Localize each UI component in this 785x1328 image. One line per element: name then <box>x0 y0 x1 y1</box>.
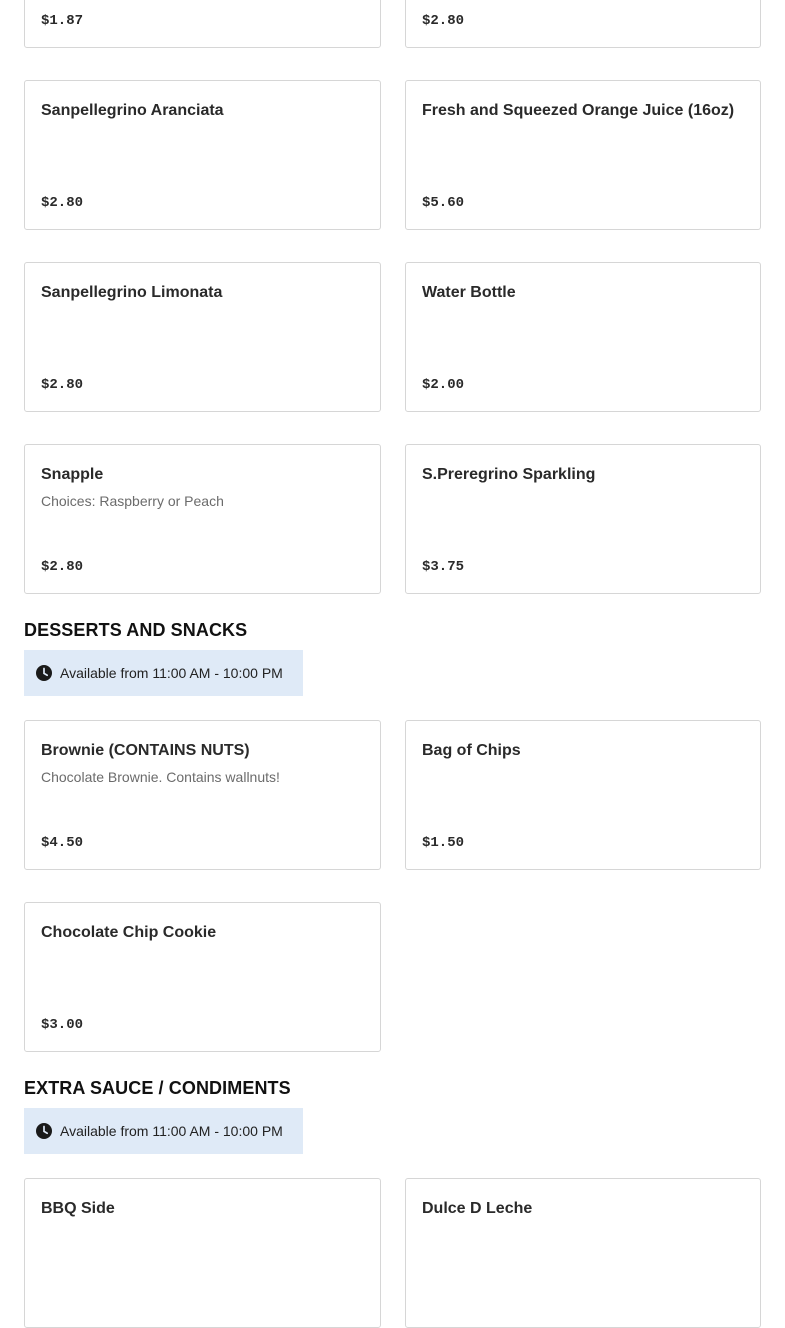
item-price: $5.60 <box>422 195 465 211</box>
menu-item-card[interactable] <box>24 720 381 870</box>
section-title: DESSERTS AND SNACKS <box>24 620 248 640</box>
item-name: Water Bottle <box>422 284 516 301</box>
menu-item-card[interactable] <box>405 444 761 594</box>
item-name: Fresh and Squeezed Orange Juice (16oz) <box>422 102 735 119</box>
availability-text: Available from 11:00 AM - 10:00 PM <box>60 665 283 681</box>
item-price: $2.00 <box>422 377 465 393</box>
item-price: $2.80 <box>41 195 84 211</box>
clock-icon <box>36 1123 52 1139</box>
menu-item-card[interactable] <box>24 262 381 412</box>
section-title: EXTRA SAUCE / CONDIMENTS <box>24 1078 291 1098</box>
menu-item-card[interactable] <box>405 1178 761 1328</box>
item-name: Snapple <box>41 466 104 483</box>
item-name: BBQ Side <box>41 1200 115 1217</box>
item-price: $2.80 <box>422 13 465 29</box>
item-name: Bag of Chips <box>422 742 521 759</box>
item-description: Choices: Raspberry or Peach <box>41 493 224 509</box>
item-name: Chocolate Chip Cookie <box>41 924 217 941</box>
menu-item-card[interactable] <box>24 80 381 230</box>
availability-text: Available from 11:00 AM - 10:00 PM <box>60 1123 283 1139</box>
item-name: Sanpellegrino Aranciata <box>41 102 224 119</box>
availability-banner <box>24 1108 303 1154</box>
availability-banner <box>24 650 303 696</box>
item-price: $1.50 <box>422 835 465 851</box>
clock-icon <box>36 665 52 681</box>
item-name: Sanpellegrino Limonata <box>41 284 223 301</box>
item-name: Brownie (CONTAINS NUTS) <box>41 742 250 759</box>
menu-item-card[interactable] <box>405 720 761 870</box>
menu-item-card[interactable] <box>405 80 761 230</box>
item-price: $2.80 <box>41 559 84 575</box>
item-description: Chocolate Brownie. Contains wallnuts! <box>41 769 280 785</box>
item-name: S.Preregrino Sparkling <box>422 466 596 483</box>
menu-item-card[interactable] <box>405 0 761 48</box>
item-name: Dulce D Leche <box>422 1200 533 1217</box>
menu-item-card[interactable] <box>24 1178 381 1328</box>
item-price: $4.50 <box>41 835 84 851</box>
menu-item-card[interactable] <box>24 0 381 48</box>
item-price: $1.87 <box>41 13 84 29</box>
item-price: $3.00 <box>41 1017 84 1033</box>
item-price: $3.75 <box>422 559 465 575</box>
item-price: $2.80 <box>41 377 84 393</box>
menu-item-card[interactable] <box>24 902 381 1052</box>
menu-item-card[interactable] <box>24 444 381 594</box>
menu-item-card[interactable] <box>405 262 761 412</box>
